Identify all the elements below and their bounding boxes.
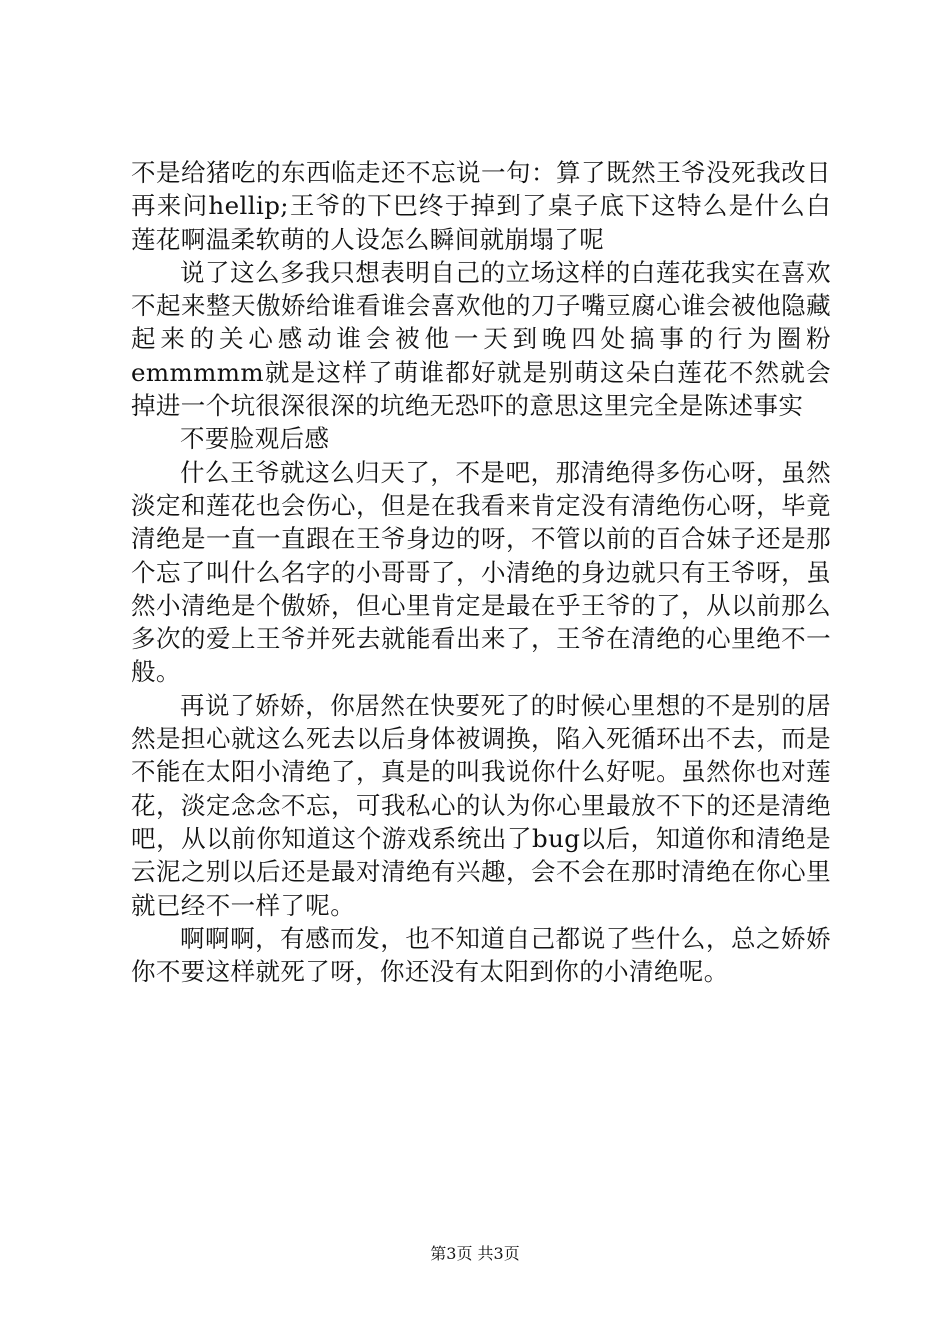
paragraph-2: 说了这么多我只想表明自己的立场这样的白莲花我实在喜欢不起来整天傲娇给谁看谁会喜欢他的刀子嘴豆腐心谁会被他隐藏起来的关心感动谁会被他一天到晚四处搞事的行为圈粉emmmmm就是这样了萌谁都好就是别萌这朵白莲花不然就会掉进一个坑很深很深的坑绝无恐吓的意思这里完全是陈述事实 <box>131 257 831 421</box>
page-footer <box>0 1244 950 1264</box>
paragraph-6: 啊啊啊，有感而发，也不知道自己都说了些什么，总之娇娇你不要这样就死了呀，你还没有太阳到你的小清绝呢。 <box>131 923 831 987</box>
paragraph-5: 再说了娇娇，你居然在快要死了的时候心里想的不是别的居然是担心就这么死去以后身体被调换，陷入死循环出不去，而是不能在太阳小清绝了，真是的叫我说你什么好呢。虽然你也对莲花，淡定念念不忘，可我私心的认为你心里最放不下的还是清绝吧，从以前你知道这个游戏系统出了bug以后，知道你和清绝是云泥之别以后还是最对清绝有兴趣，会不会在那时清绝在你心里就已经不一样了呢。 <box>131 690 831 920</box>
paragraph-4: 什么王爷就这么归天了，不是吧，那清绝得多伤心呀，虽然淡定和莲花也会伤心，但是在我看来肯定没有清绝伤心呀，毕竟清绝是一直一直跟在王爷身边的呀，不管以前的百合妹子还是那个忘了叫什么名字的小哥哥了，小清绝的身边就只有王爷呀，虽然小清绝是个傲娇，但心里肯定是最在乎王爷的了，从以前那么多次的爱上王爷并死去就能看出来了，王爷在清绝的心里绝不一般。 <box>131 457 831 687</box>
page-number-label: 第3页 共3页 <box>430 1244 520 1263</box>
document-body <box>131 156 831 988</box>
paragraph-1: 不是给猪吃的东西临走还不忘说一句：算了既然王爷没死我改日再来问hellip;王爷的下巴终于掉到了桌子底下这特么是什么白莲花啊温柔软萌的人设怎么瞬间就崩塌了呢 <box>131 158 831 254</box>
paragraph-3-heading: 不要脸观后感 <box>180 424 330 454</box>
